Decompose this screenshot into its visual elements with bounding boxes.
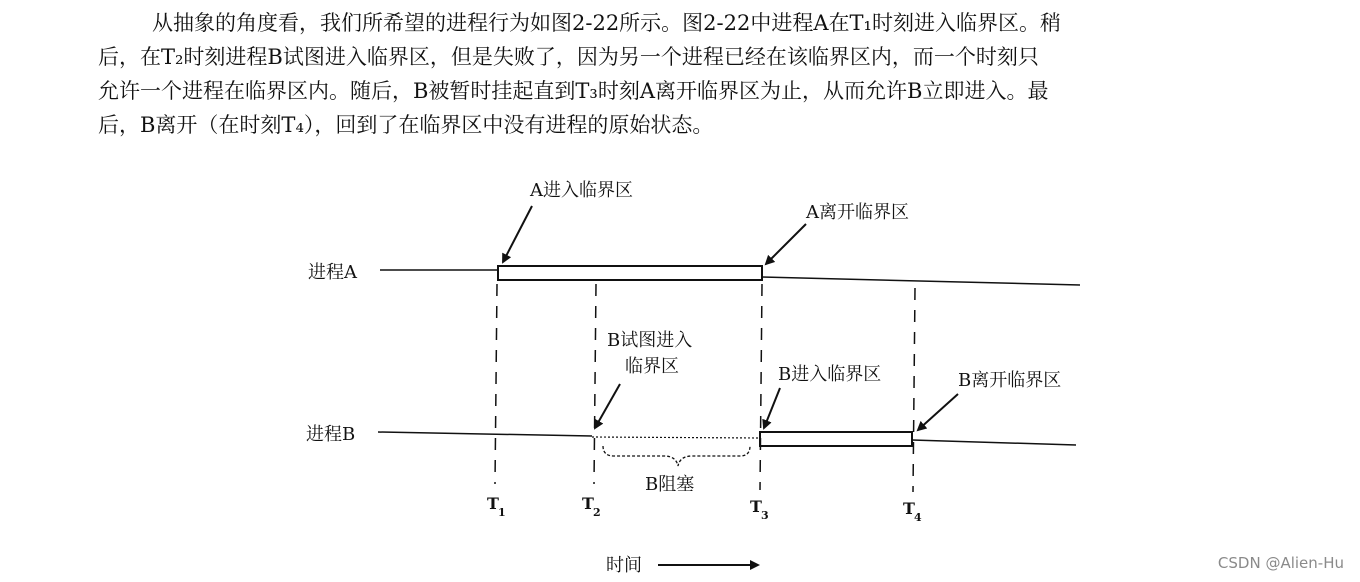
process-a-label: 进程A xyxy=(308,262,357,283)
b-blocked-brace xyxy=(603,446,750,466)
a-leave-arrow xyxy=(766,224,806,264)
a-leave-label: A离开临界区 xyxy=(806,202,909,223)
tick-t3-main: T xyxy=(750,497,762,516)
b-leave-label: B离开临界区 xyxy=(958,370,1062,391)
tick-t3 xyxy=(750,497,769,522)
process-b-line-right xyxy=(912,440,1076,445)
time-label: 时间 xyxy=(606,555,642,576)
tick-t1-main: T xyxy=(487,494,499,513)
tick-t4-main: T xyxy=(903,499,915,518)
process-a-line-right xyxy=(762,277,1080,285)
tick-t4 xyxy=(903,499,922,524)
b-enter-label: B进入临界区 xyxy=(778,364,882,385)
b-try-label-line-1: B试图进入 xyxy=(607,330,693,351)
paragraph-line-3: 允许一个进程在临界区内。随后，B被暂时挂起直到T₃时刻A离开临界区为止，从而允许B立即进入。最 xyxy=(98,79,1049,103)
tick-t4-sub: 4 xyxy=(914,511,922,524)
tick-t3-sub: 3 xyxy=(761,509,769,522)
process-b-line-left xyxy=(378,432,592,436)
b-try-arrow xyxy=(595,384,620,428)
tick-t1 xyxy=(487,494,506,519)
b-try-label-line-2: 临界区 xyxy=(625,356,679,377)
paragraph-line-1: 从抽象的角度看，我们所希望的进程行为如图2-22所示。图2-22中进程A在T₁时刻进入临界区。稍 xyxy=(152,11,1061,35)
process-b-critical-bar xyxy=(760,432,912,446)
process-b-label: 进程B xyxy=(306,424,356,445)
t2-dashed-line xyxy=(594,284,596,484)
tick-t1-sub: 1 xyxy=(498,506,506,519)
b-blocked-label: B阻塞 xyxy=(645,474,695,495)
process-b-blocked-dotted-line xyxy=(592,437,760,438)
tick-t2 xyxy=(582,494,601,519)
t4-dashed-line xyxy=(913,288,915,492)
tick-t2-main: T xyxy=(582,494,594,513)
b-enter-arrow xyxy=(764,388,780,428)
tick-t2-sub: 2 xyxy=(593,506,601,519)
paragraph-line-2: 后，在T₂时刻进程B试图进入临界区，但是失败了，因为另一个进程已经在该临界区内，而一个时刻只 xyxy=(98,45,1039,69)
t1-dashed-line xyxy=(495,284,497,484)
paragraph-line-4: 后，B离开（在时刻T₄），回到了在临界区中没有进程的原始状态。 xyxy=(98,113,714,137)
process-a-critical-bar xyxy=(498,266,762,280)
b-leave-arrow xyxy=(918,394,958,430)
t3-dashed-line xyxy=(760,284,762,490)
watermark: CSDN @Alien-Hu xyxy=(1217,554,1344,572)
a-enter-label: A进入临界区 xyxy=(530,180,633,201)
a-enter-arrow xyxy=(503,206,532,262)
